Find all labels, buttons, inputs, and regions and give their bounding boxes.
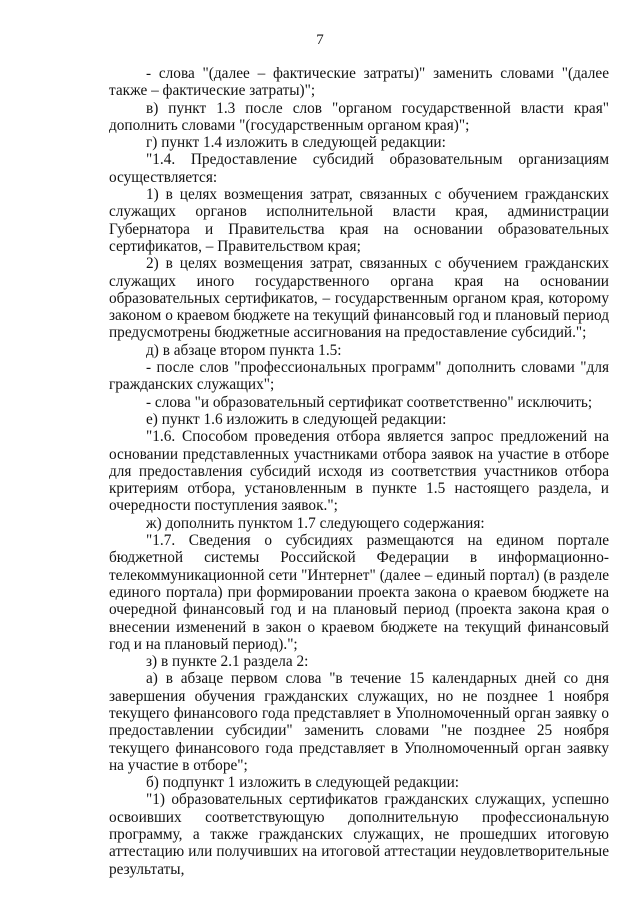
paragraph: - после слов "профессиональных программ" дополнить словами "для гражданских служащих"; xyxy=(109,359,609,394)
paragraph: - слова "(далее – фактические затраты)" заменить словами "(далее также – фактические затраты)"; xyxy=(109,65,609,100)
paragraph: б) подпункт 1 изложить в следующей редакции: xyxy=(146,774,460,792)
paragraph: з) в пункте 2.1 раздела 2: xyxy=(146,653,309,671)
paragraph: "1.6. Способом проведения отбора является запрос предложений на основании представленных участниками отбора заявок на участие в отборе для предоставления субсидий исходя из соответствия участников отбора критериям отбора, установленным в пункте 1.5 настоящего раздела, и очередности поступления заявок."; xyxy=(109,428,609,515)
paragraph: а) в абзаце первом слова "в течение 15 календарных дней со дня завершения обучения гражданских служащих, но не позднее 1 ноября текущего финансового года представляет в Уполномоченный орган заявку о предоставлении субсидии" заменить словами "не позднее 25 ноября текущего финансового года представляет в Уполномоченный орган заявку на участие в отборе"; xyxy=(109,670,609,774)
paragraph: г) пункт 1.4 изложить в следующей редакции: xyxy=(146,134,446,152)
paragraph: "1) образовательных сертификатов гражданских служащих, успешно освоивших соответствующую дополнительную профессиональную программу, а также гражданских служащих, не прошедших итоговую аттестацию или получивших на итоговой аттестации неудовлетворительные результаты, xyxy=(109,791,609,878)
document-body xyxy=(109,65,609,878)
paragraph: "1.4. Предоставление субсидий образовательным организациям осуществляется: xyxy=(109,151,609,186)
paragraph: "1.7. Сведения о субсидиях размещаются на едином портале бюджетной системы Российской Федерации в информационно-телекоммуникационной сети "Интернет" (далее – единый портал) (в разделе единого портала) при формировании проекта закона о краевом бюджете на очередной финансовый год и на плановый период (проекта закона края о внесении изменений в закон о краевом бюджете на текущий финансовый год и на плановый период)."; xyxy=(109,532,609,653)
paragraph: 2) в целях возмещения затрат, связанных с обучением гражданских служащих иного государственного органа края на основании образовательных сертификатов, – государственным органом края, которому законом о краевом бюджете на текущий финансовый год и плановый период предусмотрены бюджетные ассигнования на предоставление субсидий."; xyxy=(109,255,609,342)
paragraph: е) пункт 1.6 изложить в следующей редакции: xyxy=(146,410,447,428)
paragraph: в) пункт 1.3 после слов "органом государственной власти края" дополнить словами "(государственным органом края)"; xyxy=(109,99,609,134)
page-number: 7 xyxy=(316,32,324,48)
paragraph: - слова "и образовательный сертификат соответственно" исключить; xyxy=(146,393,593,411)
paragraph: 1) в целях возмещения затрат, связанных с обучением гражданских служащих органов исполнительной власти края, администрации Губернатора и Правительства края на основании образовательных сертификатов, – Правительством края; xyxy=(109,186,609,255)
paragraph: ж) дополнить пунктом 1.7 следующего содержания: xyxy=(146,514,485,532)
paragraph: д) в абзаце втором пункта 1.5: xyxy=(146,341,342,359)
